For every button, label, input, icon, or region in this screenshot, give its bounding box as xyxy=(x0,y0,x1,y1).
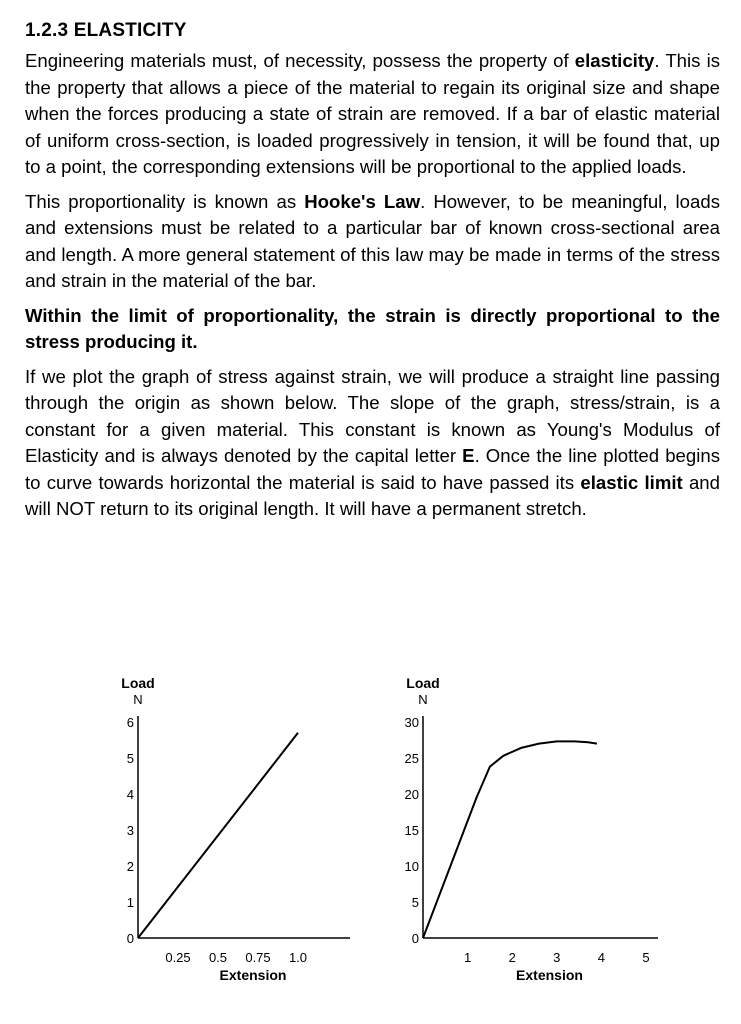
y-tick-label: 30 xyxy=(404,715,419,730)
y-tick-label: 5 xyxy=(411,895,419,910)
x-tick-label: 1.0 xyxy=(288,950,308,965)
p4-term-e: E xyxy=(462,445,475,466)
paragraph-hookes-law xyxy=(25,189,720,295)
x-tick-label: 1 xyxy=(463,950,472,965)
y-axis-label: Load xyxy=(406,675,440,691)
y-axis-unit: N xyxy=(133,692,143,707)
y-tick-label: 2 xyxy=(126,859,134,874)
section-heading: 1.2.3 ELASTICITY xyxy=(25,20,187,41)
p1-text-c: . This is the property that allows a piece of the material to regain its original size and shape when the forces producing a state of strain are removed. If a bar of elastic material of uniform cross-section, is loaded progressively in tension, it will be found that, up to a point, the corresponding extensions will be proportional to the applied loads. xyxy=(25,50,720,177)
paragraph-youngs-modulus xyxy=(25,364,720,523)
y-tick-label: 3 xyxy=(126,823,134,838)
y-tick-label: 1 xyxy=(126,895,134,910)
x-axis-label: Extension xyxy=(516,967,583,983)
y-tick-label: 5 xyxy=(126,751,134,766)
p4-text-e: and will NOT return to its original length. It will have a permanent stretch. xyxy=(25,471,720,519)
p1-text-a: Engineering materials must, of necessity, possess the property of xyxy=(25,50,575,71)
y-tick-label: 0 xyxy=(126,931,134,946)
x-tick-label: 0.25 xyxy=(165,950,191,965)
p4-text-a: If we plot the graph of stress against strain, we will produce a straight line passing through the origin as shown below. The slope of the graph, stress/strain, is a constant for a given material. This constant is known as Young's Modulus of Elasticity and is always denoted by the capital letter xyxy=(25,365,720,466)
document-page xyxy=(25,18,720,531)
p2-term-hookes-law: Hooke's Law xyxy=(304,190,421,212)
p2-text-c: . However, to be meaningful, loads and extensions must be related to a particular bar of known cross-sectional area and length. A more general statement of this law may be made in terms of the stress and strain in the material of the bar. xyxy=(25,190,721,291)
x-tick-label: 2 xyxy=(508,950,516,965)
y-axis-unit: N xyxy=(418,692,428,707)
y-axis-label: Load xyxy=(121,675,155,691)
x-tick-label: 3 xyxy=(553,950,561,965)
y-tick-label: 0 xyxy=(411,931,419,946)
p4-term-elastic-limit: elastic limit xyxy=(580,471,683,493)
x-tick-label: 0.5 xyxy=(208,950,228,965)
charts-area xyxy=(0,668,741,1008)
p4-text-c: . Once the line plotted begins to curve towards horizontal the material is said to have passed its xyxy=(25,445,720,493)
law-statement: Within the limit of proportionality, the strain is directly proportional to the stress producing it. xyxy=(25,304,720,352)
p1-term-elasticity: elasticity xyxy=(574,50,655,71)
x-tick-label: 5 xyxy=(642,950,650,965)
x-tick-label: 0.75 xyxy=(245,950,271,965)
load-extension-chart-elastic-limit xyxy=(385,668,685,998)
x-tick-label: 4 xyxy=(597,950,606,965)
series-line xyxy=(423,741,597,938)
y-tick-label: 15 xyxy=(404,823,419,838)
x-axis-label: Extension xyxy=(219,967,287,983)
y-tick-label: 10 xyxy=(404,859,419,874)
p2-text-a: This proportionality is known as xyxy=(25,190,305,212)
series-line xyxy=(138,733,298,938)
paragraph-elasticity xyxy=(25,48,720,181)
y-tick-label: 20 xyxy=(404,787,419,802)
y-tick-label: 25 xyxy=(404,751,419,766)
load-extension-chart-linear xyxy=(100,668,380,998)
y-tick-label: 6 xyxy=(126,715,134,730)
y-tick-label: 4 xyxy=(126,787,134,802)
